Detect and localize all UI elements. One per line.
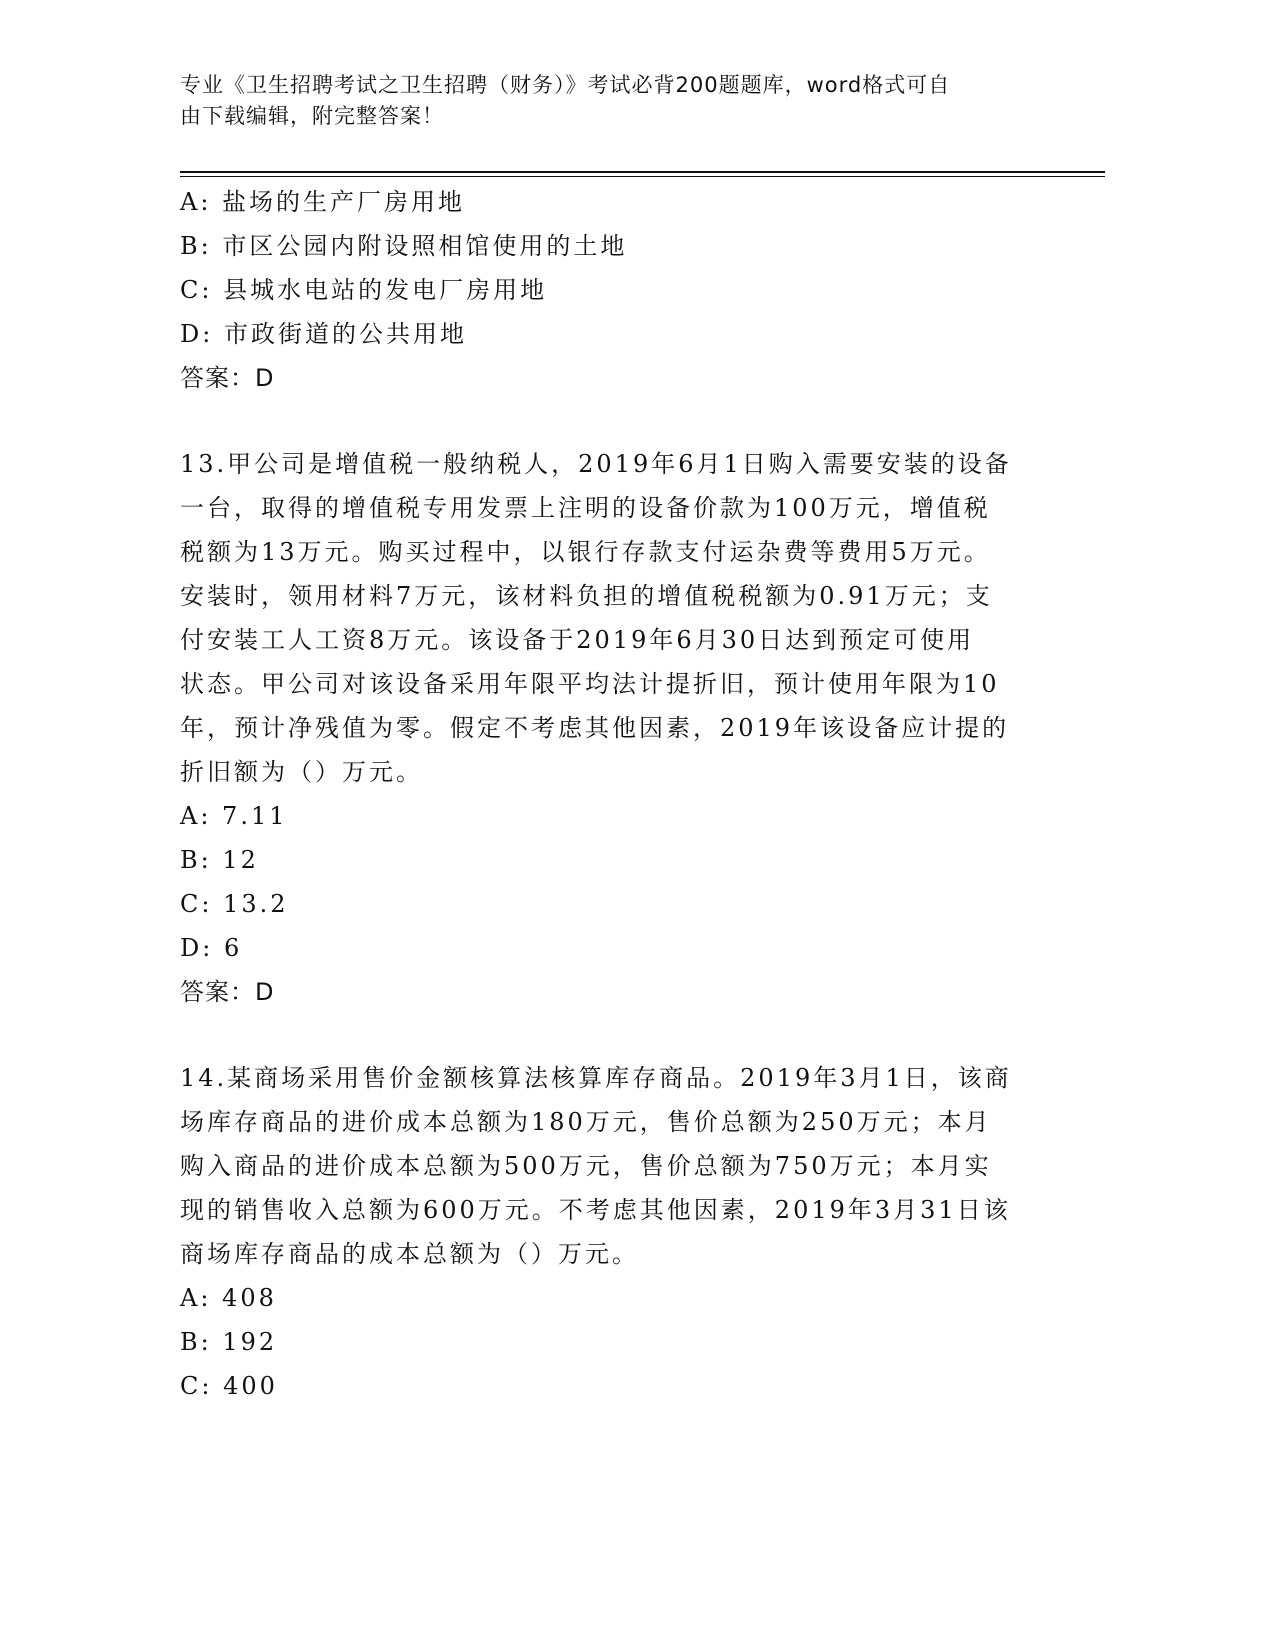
option-a: A: 盐场的生产厂房用地 <box>180 188 466 216</box>
option-b: B: 12 <box>180 846 259 874</box>
question-12 <box>180 180 1080 400</box>
question-14 <box>180 1056 1080 1408</box>
question-stem-line: 折旧额为（）万元。 <box>180 758 423 786</box>
question-stem-line: 安装时，领用材料7万元，该材料负担的增值税税额为0.91万元；支 <box>180 582 993 610</box>
option-c: C: 13.2 <box>180 890 289 918</box>
header-line: 由下载编辑，附完整答案！ <box>180 104 444 128</box>
option-a: A: 408 <box>180 1284 277 1312</box>
question-13 <box>180 442 1080 1014</box>
question-stem-line: 14.某商场采用售价金额核算法核算库存商品。2019年3月1日，该商 <box>180 1064 1012 1092</box>
question-stem-line: 场库存商品的进价成本总额为180万元，售价总额为250万元；本月 <box>180 1108 992 1136</box>
option-d: D: 市政街道的公共用地 <box>180 320 467 348</box>
option-a: A: 7.11 <box>180 802 288 830</box>
option-b: B: 192 <box>180 1328 278 1356</box>
option-b: B: 市区公园内附设照相馆使用的土地 <box>180 232 628 260</box>
answer: 答案：D <box>180 978 275 1006</box>
header-divider-thin <box>180 176 1105 177</box>
option-c: C: 县城水电站的发电厂房用地 <box>180 276 548 304</box>
question-stem-line: 年，预计净残值为零。假定不考虑其他因素，2019年该设备应计提的 <box>180 714 1010 742</box>
answer: 答案：D <box>180 364 275 392</box>
document-body <box>180 180 1080 1408</box>
header-line: 专业《卫生招聘考试之卫生招聘（财务）》考试必背200题题库，word格式可自 <box>180 73 951 97</box>
option-c: C: 400 <box>180 1372 278 1400</box>
option-d: D: 6 <box>180 934 243 962</box>
question-stem-line: 税额为13万元。购买过程中，以银行存款支付运杂费等费用5万元。 <box>180 538 991 566</box>
question-stem-line: 现的销售收入总额为600万元。不考虑其他因素，2019年3月31日该 <box>180 1196 1011 1224</box>
question-stem-line: 状态。甲公司对该设备采用年限平均法计提折旧，预计使用年限为10 <box>180 670 1000 698</box>
document-header <box>180 70 1040 132</box>
question-stem-line: 商场库存商品的成本总额为（）万元。 <box>180 1240 639 1268</box>
header-divider <box>180 171 1105 173</box>
question-stem-line: 付安装工人工资8万元。该设备于2019年6月30日达到预定可使用 <box>180 626 975 654</box>
question-stem-line: 13.甲公司是增值税一般纳税人，2019年6月1日购入需要安装的设备 <box>180 450 1012 478</box>
question-stem-line: 一台，取得的增值税专用发票上注明的设备价款为100万元，增值税 <box>180 494 991 522</box>
question-stem-line: 购入商品的进价成本总额为500万元，售价总额为750万元；本月实 <box>180 1152 992 1180</box>
